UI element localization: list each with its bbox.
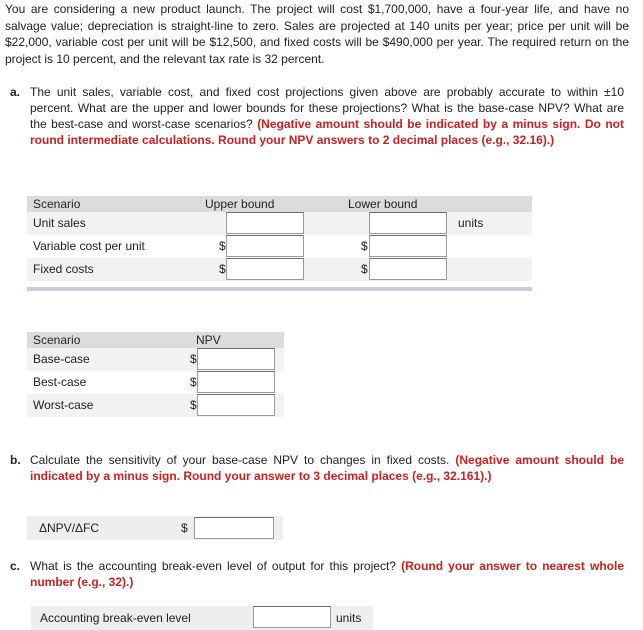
part-a-label: a. — [10, 85, 21, 99]
part-c-instruction: (Round your answer to nearest whole number (e.g., 32).) — [30, 559, 625, 589]
break-even-label: Accounting break-even level — [40, 611, 191, 625]
row-label-base-case: Base-case — [33, 352, 90, 366]
variable-cost-lower-dollar: $ — [361, 239, 368, 253]
variable-cost-upper-input[interactable] — [226, 235, 304, 257]
sensitivity-dollar: $ — [181, 521, 188, 535]
row-label-unit-sales: Unit sales — [33, 216, 86, 230]
fixed-costs-upper-dollar: $ — [219, 262, 226, 276]
row-label-fixed-costs: Fixed costs — [33, 262, 94, 276]
part-a-question — [10, 84, 624, 148]
part-c-text: What is the accounting break-even level of output for this project? — [30, 559, 396, 573]
row-label-best-case: Best-case — [33, 375, 87, 389]
worst-case-dollar: $ — [190, 398, 197, 412]
break-even-input[interactable] — [253, 606, 331, 628]
unit-sales-upper-input[interactable] — [226, 212, 304, 234]
sensitivity-label: ΔNPV/ΔFC — [39, 521, 100, 535]
bounds-table-header — [27, 196, 532, 212]
bounds-header-scenario: Scenario — [33, 197, 81, 211]
npv-header-npv: NPV — [196, 333, 221, 347]
part-a-text: The unit sales, variable cost, and fixed cost projections given above are probably accurate to within ±10 percent. What are the upper and lower bounds for these projections? What is the base-case NPV? What are the best-case and worst-case scenarios? — [30, 85, 624, 131]
part-b-label: b. — [10, 453, 21, 467]
worst-case-npv-input[interactable] — [197, 394, 275, 416]
break-even-units-label: units — [336, 611, 362, 625]
variable-cost-upper-dollar: $ — [219, 239, 226, 253]
bounds-header-lower: Lower bound — [348, 197, 418, 211]
unit-sales-units-label: units — [458, 216, 484, 230]
base-case-npv-input[interactable] — [197, 348, 275, 370]
part-c-question — [10, 558, 624, 590]
base-case-dollar: $ — [190, 352, 197, 366]
fixed-costs-lower-input[interactable] — [369, 258, 447, 280]
part-b-question — [10, 452, 624, 484]
part-c-label: c. — [10, 559, 21, 573]
unit-sales-lower-input[interactable] — [369, 212, 447, 234]
bounds-table-footer-bar — [27, 287, 532, 291]
best-case-npv-input[interactable] — [197, 371, 275, 393]
npv-header-scenario: Scenario — [33, 333, 81, 347]
part-a-instruction: (Negative amount should be indicated by a minus sign. Do not round intermediate calculations. Round your NPV answers to 2 decimal places (e.g., 32.16).) — [30, 117, 625, 147]
part-b-text: Calculate the sensitivity of your base-case NPV to changes in fixed costs. — [30, 453, 450, 467]
sensitivity-input[interactable] — [194, 517, 274, 539]
variable-cost-lower-input[interactable] — [369, 235, 447, 257]
fixed-costs-lower-dollar: $ — [361, 262, 368, 276]
row-label-variable-cost: Variable cost per unit — [33, 239, 145, 253]
best-case-dollar: $ — [190, 375, 197, 389]
problem-intro: You are considering a new product launch. The project will cost $1,700,000, have a four-year life, and have no salvage value; depreciation is straight-line to zero. Sales are projected at 140 units per year; price per unit will be $22,000, variable cost per unit will be $12,500, and fixed costs will be $490,000 per year. The required return on the project is 10 percent, and the relevant tax rate is 32 percent. — [5, 2, 629, 66]
part-b-instruction: (Negative amount should be indicated by a minus sign. Round your answer to 3 decimal places (e.g., 32.161).) — [30, 453, 624, 483]
row-label-worst-case: Worst-case — [33, 398, 94, 412]
fixed-costs-upper-input[interactable] — [226, 258, 304, 280]
bounds-header-upper: Upper bound — [205, 197, 275, 211]
